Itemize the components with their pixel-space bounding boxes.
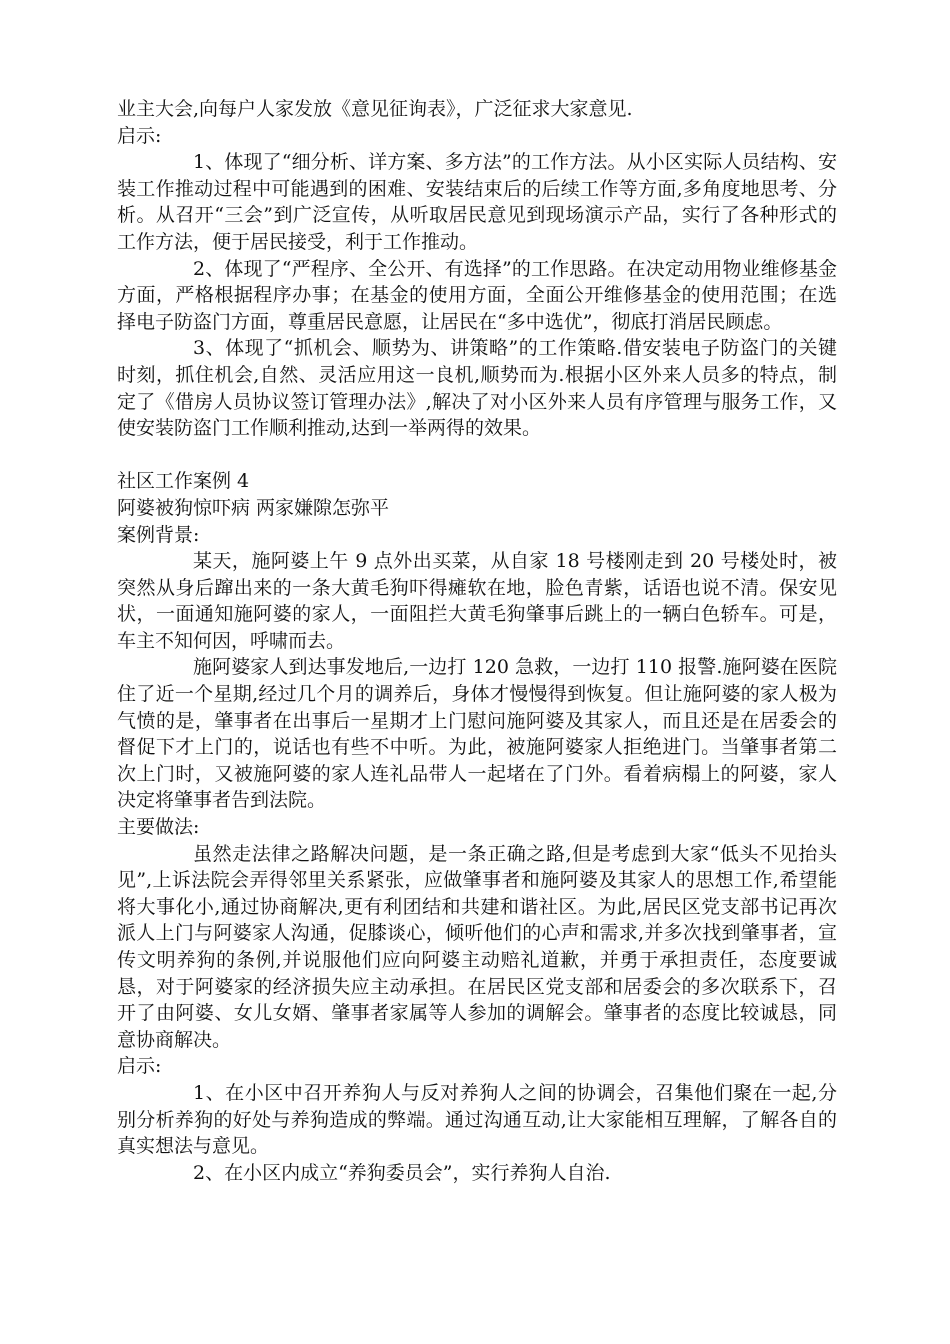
inspiration-paragraph: 3、体现了“抓机会、顺势为、讲策略”的工作策略.借安装电子防盗门的关键时刻，抓住机会,自然、灵活应用这一良机,顺势而为.根据小区外来人员多的特点，制定了《借房人员协议签订管理办法》,解决了对小区外来人员有序管理与服务工作，又使安装防盗门工作顺利推动,达到一举两得的效果。 <box>117 337 837 440</box>
inspiration-paragraph: 1、在小区中召开养狗人与反对养狗人之间的协调会，召集他们聚在一起,分别分析养狗的好处与养狗造成的弊端。通过沟通互动,让大家能相互理解，了解各自的真实想法与意见。 <box>117 1081 837 1158</box>
method-heading: 主要做法: <box>117 816 200 839</box>
method-paragraph: 虽然走法律之路解决问题，是一条正确之路,但是考虑到大家“低头不见抬头见”,上诉法院会弄得邻里关系紧张，应做肇事者和施阿婆及其家人的思想工作,希望能将大事化小,通过协商解决,更有利团结和共建和谐社区。为此,居民区党支部书记再次派人上门与阿婆家人沟通，促膝谈心，倾听他们的心声和需求,并多次找到肇事者，宣传文明养狗的条例,并说服他们应向阿婆主动赔礼道歉，并勇于承担责任，态度要诚恳，对于阿婆家的经济损失应主动承担。在居民区党支部和居委会的多次联系下，召开了由阿婆、女儿女婿、肇事者家属等人参加的调解会。肇事者的态度比较诚恳，同意协商解决。 <box>117 842 837 1051</box>
case-subtitle: 阿婆被狗惊吓病 两家嫌隙怎弥平 <box>117 496 390 519</box>
intro-line: 业主大会,向每户人家发放《意见征询表》，广泛征求大家意见. <box>117 98 633 120</box>
case-title: 社区工作案例 4 <box>117 470 250 493</box>
inspiration-paragraph: 2、体现了“严程序、全公开、有选择”的工作思路。在决定动用物业维修基金方面，严格根据程序办事；在基金的使用方面，全面公开维修基金的使用范围；在选择电子防盗门方面，尊重居民意愿，让居民在“多中选优”，彻底打消居民顾虑。 <box>117 257 837 333</box>
background-paragraph: 施阿婆家人到达事发地后,一边打 120 急救，一边打 110 报警.施阿婆在医院住了近一个星期,经过几个月的调养后，身体才慢慢得到恢复。但让施阿婆的家人极为气愤的是，肇事者在出事后一星期才上门慰问施阿婆及其家人，而且还是在居委会的督促下才上门的，说话也有些不中听。为此，被施阿婆家人拒绝进门。当肇事者第二次上门时，又被施阿婆的家人连礼品带人一起堵在了门外。看着病榻上的阿婆，家人决定将肇事者告到法院。 <box>117 656 837 812</box>
document-page <box>117 96 837 1186</box>
background-paragraph: 某天，施阿婆上午 9 点外出买菜，从自家 18 号楼刚走到 20 号楼处时，被突然从身后蹿出来的一条大黄毛狗吓得瘫软在地，脸色青紫，话语也说不清。保安见状，一面通知施阿婆的家人，一面阻拦大黄毛狗肇事后跳上的一辆白色轿车。可是，车主不知何因，呼啸而去。 <box>117 550 837 652</box>
inspiration-paragraph: 2、在小区内成立“养狗委员会”，实行养狗人自治. <box>193 1161 611 1184</box>
inspiration-heading-2: 启示: <box>117 1055 162 1078</box>
inspiration-paragraph: 1、体现了“细分析、详方案、多方法”的工作方法。从小区实际人员结构、安装工作推动过程中可能遇到的困难、安装结束后的后续工作等方面,多角度地思考、分析。从召开“三会”到广泛宣传，从听取居民意见到现场演示产品，实行了各种形式的工作方法，便于居民接受，利于工作推动。 <box>117 151 837 253</box>
background-heading: 案例背景: <box>117 523 200 546</box>
inspiration-heading-1: 启示: <box>117 124 162 147</box>
blank-line <box>117 442 837 469</box>
